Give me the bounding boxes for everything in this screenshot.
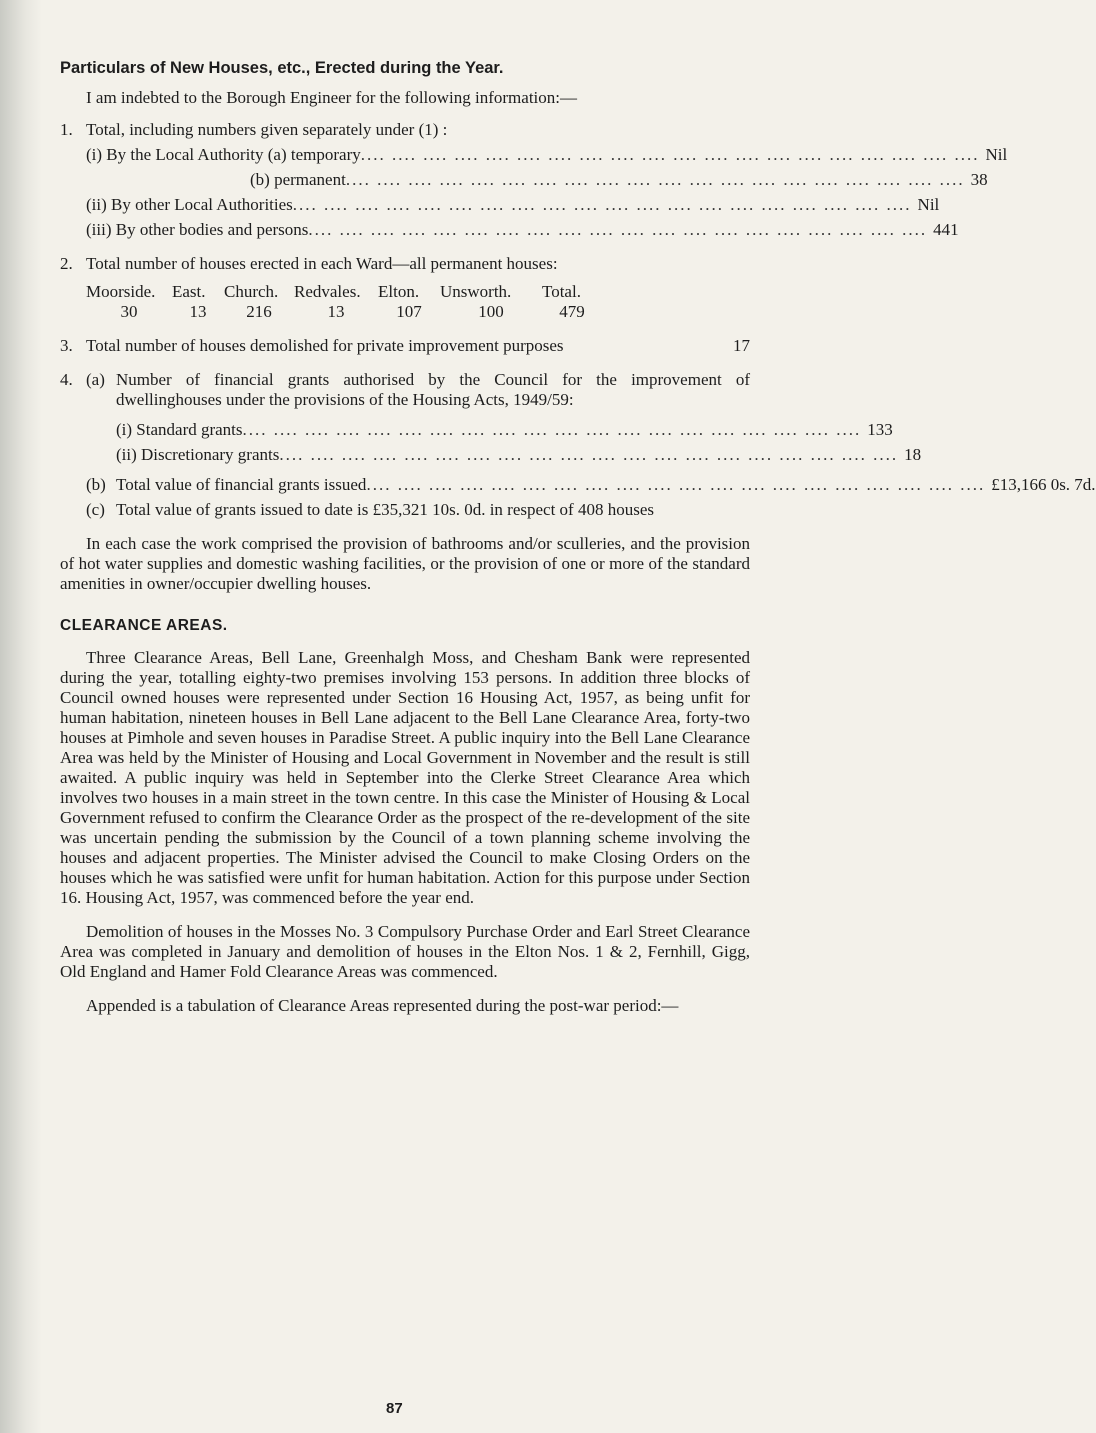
page-content	[60, 58, 1096, 1016]
item-1	[60, 120, 1008, 240]
grant-value: 133	[867, 420, 893, 439]
leader-dots: .... .... .... .... .... .... .... .... .... .... .... .... .... .... .... .... .... .... .... ....	[242, 420, 862, 439]
item-2-number: 2.	[60, 254, 73, 273]
clearance-heading: CLEARANCE AREAS.	[60, 617, 228, 634]
ward-value: 216	[246, 302, 272, 321]
item-1-line-value: Nil	[985, 145, 1008, 164]
ward-value: 13	[189, 302, 207, 321]
clearance-paragraph-1: Three Clearance Areas, Bell Lane, Greenhalgh Moss, and Chesham Bank were represented during the year, totalling eighty-two premises involving 153 persons. In addition three blocks of Council owned houses were represented under Section 16 Housing Act, 1957, as being unfit for human habitation, nineteen houses in Bell Lane adjacent to the Bell Lane Clearance Area, forty-two houses at Pimhole and seven houses in Paradise Street. A public inquiry into the Bell Lane Clearance Area was held by the Minister of Housing and Local Government in November and the result is still awaited. A public inquiry was held in September into the Clerke Street Clearance Area which involves two houses in a main street in the town centre. In this case the Minister of Housing & Local Government refused to confirm the Clearance Order as the prospect of the re-development of the site was uncertain pending the submission by the Council of a town planning scheme involving the houses and adjacent properties. The Minister advised the Council to make Closing Orders on the houses which he was satisfied were unfit for human habitation. Action for this purpose under Section 16. Housing Act, 1957, was commenced before the year end.	[60, 648, 750, 907]
ward-name: Church.	[224, 282, 279, 301]
ward-value: 13	[327, 302, 345, 321]
intro-paragraph: I am indebted to the Borough Engineer for the following information:—	[86, 88, 577, 107]
item-4b-text: Total value of financial grants issued	[116, 475, 367, 494]
leader-dots: .... .... .... .... .... .... .... .... .... .... .... .... .... .... .... .... .... .... .... ....	[366, 475, 986, 494]
grant-line	[116, 445, 922, 465]
item-1-line-value: 441	[933, 220, 959, 239]
leader-dots: .... .... .... .... .... .... .... .... .... .... .... .... .... .... .... .... .... .... .... ....	[292, 195, 912, 214]
item-4c	[86, 500, 750, 520]
ward-value: 30	[120, 302, 138, 321]
item-3-text: Total number of houses demolished for private improvement purposes	[86, 336, 564, 355]
item-4b-value: £13,166 0s. 7d.	[991, 475, 1096, 494]
item-1-line-label: (b) permanent	[250, 170, 346, 189]
leader-dots: .... .... .... .... .... .... .... .... .... .... .... .... .... .... .... .... .... .... .... ....	[308, 220, 928, 239]
item-1-number: 1.	[60, 120, 73, 139]
leader-dots: .... .... .... .... .... .... .... .... .... .... .... .... .... .... .... .... .... .... .... ....	[345, 170, 965, 189]
item-1-text: Total, including numbers given separately under (1) :	[86, 120, 448, 139]
leader-dots: .... .... .... .... .... .... .... .... .... .... .... .... .... .... .... .... .... .... .... ....	[360, 145, 980, 164]
page-number: 87	[386, 1400, 403, 1417]
grant-label: (ii) Discretionary grants	[116, 445, 280, 464]
item-3-number: 3.	[60, 336, 73, 355]
item-1-line-value: Nil	[917, 195, 940, 214]
leader-dots: .... .... .... .... .... .... .... .... .... .... .... .... .... .... .... .... .... .... .... ....	[279, 445, 899, 464]
section-title: Particulars of New Houses, etc., Erected during the Year.	[60, 59, 504, 77]
item-1-line-value: 38	[970, 170, 988, 189]
item-1-line	[250, 170, 988, 190]
item-2	[60, 254, 750, 322]
item-1-line-label: (iii) By other bodies and persons	[86, 220, 309, 239]
grant-line	[116, 420, 893, 440]
ward-name: Elton.	[378, 282, 420, 301]
item-4b-label: (b)	[86, 475, 106, 494]
ward-name: Total.	[542, 282, 581, 301]
item-4	[60, 370, 1096, 520]
ward-name: Moorside.	[86, 282, 156, 301]
item-4a-label: (a)	[86, 370, 105, 389]
binding-shadow	[0, 0, 42, 1433]
clearance-paragraph-2: Demolition of houses in the Mosses No. 3 Compulsory Purchase Order and Earl Street Clearance Area was completed in January and demolition of houses in the Elton Nos. 1 & 2, Fernhill, Gigg, Old England and Hamer Fold Clearance Areas was commenced.	[60, 922, 750, 981]
item-1-line-label: (ii) By other Local Authorities	[86, 195, 293, 214]
work-paragraph: In each case the work comprised the provision of bathrooms and/or sculleries, and the provision of hot water supplies and domestic washing facilities, or the provision of one or more of the standard amenities in owner/occupier dwelling houses.	[60, 534, 750, 593]
item-1-line	[86, 195, 940, 215]
ward-name: Unsworth.	[440, 282, 512, 301]
item-1-line	[86, 220, 959, 240]
ward-value: 107	[396, 302, 422, 321]
item-2-text: Total number of houses erected in each Ward—all permanent houses:	[86, 254, 558, 273]
item-3-value: 17	[733, 336, 750, 355]
item-4c-label: (c)	[86, 500, 105, 519]
ward-value: 100	[478, 302, 504, 321]
item-3	[60, 336, 750, 356]
ward-table	[86, 282, 750, 322]
item-4c-text: Total value of grants issued to date is £35,321 10s. 0d. in respect of 408 houses	[116, 500, 654, 519]
item-1-line	[86, 145, 1008, 165]
ward-name: Redvales.	[294, 282, 361, 301]
grant-value: 18	[904, 445, 922, 464]
item-4-number: 4.	[60, 370, 73, 389]
ward-value: 479	[559, 302, 585, 321]
ward-name: East.	[172, 282, 206, 301]
grant-label: (i) Standard grants	[116, 420, 243, 439]
item-4a-text: Number of financial grants authorised by the Council for the improvement of dwellinghouses under the provisions of the Housing Acts, 1949/59:	[116, 370, 750, 409]
item-4b	[86, 475, 1096, 495]
appended-paragraph: Appended is a tabulation of Clearance Areas represented during the post-war period:—	[86, 996, 679, 1015]
item-1-line-label: (i) By the Local Authority (a) temporary	[86, 145, 361, 164]
